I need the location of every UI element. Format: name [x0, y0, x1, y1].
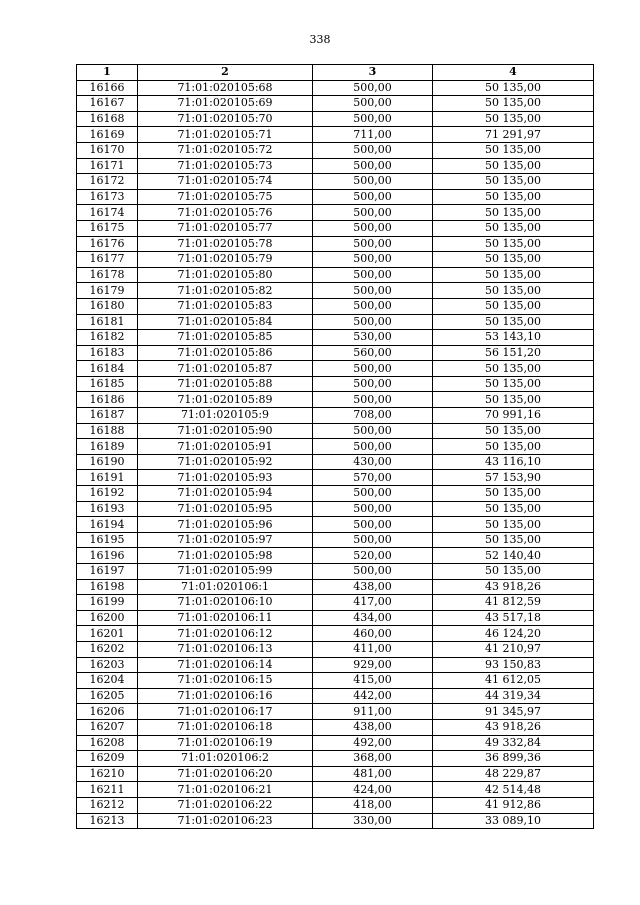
- value-cell: 50 135,00: [433, 361, 594, 377]
- value-cell: 41 812,59: [433, 595, 594, 611]
- table-body: [77, 80, 594, 829]
- cadastral-number-cell: 71:01:020105:90: [138, 423, 313, 439]
- table-row: [77, 142, 594, 158]
- table-row: [77, 252, 594, 268]
- row-number-cell: 16190: [77, 454, 138, 470]
- area-cell: 500,00: [313, 96, 433, 112]
- cadastral-number-cell: 71:01:020105:86: [138, 345, 313, 361]
- table-row: [77, 189, 594, 205]
- table-row: [77, 486, 594, 502]
- column-header-3: 3: [313, 65, 433, 81]
- table-row: [77, 782, 594, 798]
- area-cell: 434,00: [313, 610, 433, 626]
- row-number-cell: 16210: [77, 766, 138, 782]
- area-cell: 500,00: [313, 392, 433, 408]
- cadastral-number-cell: 71:01:020105:82: [138, 283, 313, 299]
- value-cell: 57 153,90: [433, 470, 594, 486]
- row-number-cell: 16169: [77, 127, 138, 143]
- cadastral-number-cell: 71:01:020105:89: [138, 392, 313, 408]
- area-cell: 492,00: [313, 735, 433, 751]
- value-cell: 43 918,26: [433, 719, 594, 735]
- cadastral-number-cell: 71:01:020105:80: [138, 267, 313, 283]
- row-number-cell: 16192: [77, 486, 138, 502]
- area-cell: 418,00: [313, 797, 433, 813]
- value-cell: 43 517,18: [433, 610, 594, 626]
- area-cell: 500,00: [313, 376, 433, 392]
- area-cell: 708,00: [313, 408, 433, 424]
- area-cell: 500,00: [313, 501, 433, 517]
- table-row: [77, 111, 594, 127]
- cadastral-number-cell: 71:01:020106:1: [138, 579, 313, 595]
- area-cell: 500,00: [313, 564, 433, 580]
- table-row: [77, 454, 594, 470]
- area-cell: 330,00: [313, 813, 433, 829]
- row-number-cell: 16213: [77, 813, 138, 829]
- row-number-cell: 16185: [77, 376, 138, 392]
- area-cell: 500,00: [313, 236, 433, 252]
- area-cell: 500,00: [313, 267, 433, 283]
- row-number-cell: 16202: [77, 641, 138, 657]
- cadastral-number-cell: 71:01:020106:14: [138, 657, 313, 673]
- row-number-cell: 16205: [77, 688, 138, 704]
- area-cell: 500,00: [313, 283, 433, 299]
- value-cell: 93 150,83: [433, 657, 594, 673]
- row-number-cell: 16184: [77, 361, 138, 377]
- area-cell: 481,00: [313, 766, 433, 782]
- cadastral-number-cell: 71:01:020106:20: [138, 766, 313, 782]
- cadastral-number-cell: 71:01:020105:74: [138, 174, 313, 190]
- row-number-cell: 16179: [77, 283, 138, 299]
- table-row: [77, 376, 594, 392]
- table-row: [77, 174, 594, 190]
- value-cell: 41 612,05: [433, 673, 594, 689]
- area-cell: 929,00: [313, 657, 433, 673]
- value-cell: 52 140,40: [433, 548, 594, 564]
- cadastral-number-cell: 71:01:020105:72: [138, 142, 313, 158]
- value-cell: 50 135,00: [433, 80, 594, 96]
- value-cell: 50 135,00: [433, 111, 594, 127]
- value-cell: 42 514,48: [433, 782, 594, 798]
- column-header-4: 4: [433, 65, 594, 81]
- row-number-cell: 16191: [77, 470, 138, 486]
- row-number-cell: 16178: [77, 267, 138, 283]
- table-row: [77, 595, 594, 611]
- value-cell: 50 135,00: [433, 392, 594, 408]
- value-cell: 50 135,00: [433, 220, 594, 236]
- cadastral-number-cell: 71:01:020105:87: [138, 361, 313, 377]
- cadastral-number-cell: 71:01:020105:77: [138, 220, 313, 236]
- row-number-cell: 16195: [77, 532, 138, 548]
- cadastral-number-cell: 71:01:020105:79: [138, 252, 313, 268]
- value-cell: 50 135,00: [433, 423, 594, 439]
- cadastral-number-cell: 71:01:020106:23: [138, 813, 313, 829]
- row-number-cell: 16176: [77, 236, 138, 252]
- row-number-cell: 16200: [77, 610, 138, 626]
- table-row: [77, 127, 594, 143]
- area-cell: 500,00: [313, 142, 433, 158]
- row-number-cell: 16188: [77, 423, 138, 439]
- area-cell: 500,00: [313, 517, 433, 533]
- row-number-cell: 16207: [77, 719, 138, 735]
- row-number-cell: 16177: [77, 252, 138, 268]
- cadastral-number-cell: 71:01:020106:22: [138, 797, 313, 813]
- cadastral-number-cell: 71:01:020106:19: [138, 735, 313, 751]
- cadastral-number-cell: 71:01:020106:17: [138, 704, 313, 720]
- area-cell: 368,00: [313, 751, 433, 767]
- value-cell: 36 899,36: [433, 751, 594, 767]
- value-cell: 56 151,20: [433, 345, 594, 361]
- row-number-cell: 16209: [77, 751, 138, 767]
- value-cell: 50 135,00: [433, 189, 594, 205]
- value-cell: 50 135,00: [433, 298, 594, 314]
- value-cell: 50 135,00: [433, 501, 594, 517]
- cadastral-number-cell: 71:01:020106:10: [138, 595, 313, 611]
- cadastral-number-cell: 71:01:020106:15: [138, 673, 313, 689]
- value-cell: 44 319,34: [433, 688, 594, 704]
- row-number-cell: 16189: [77, 439, 138, 455]
- cadastral-number-cell: 71:01:020105:71: [138, 127, 313, 143]
- value-cell: 50 135,00: [433, 564, 594, 580]
- cadastral-number-cell: 71:01:020105:93: [138, 470, 313, 486]
- value-cell: 50 135,00: [433, 205, 594, 221]
- cadastral-number-cell: 71:01:020106:16: [138, 688, 313, 704]
- row-number-cell: 16196: [77, 548, 138, 564]
- area-cell: 500,00: [313, 220, 433, 236]
- row-number-cell: 16175: [77, 220, 138, 236]
- area-cell: 500,00: [313, 189, 433, 205]
- cadastral-number-cell: 71:01:020106:11: [138, 610, 313, 626]
- area-cell: 500,00: [313, 314, 433, 330]
- row-number-cell: 16198: [77, 579, 138, 595]
- cadastral-number-cell: 71:01:020106:18: [138, 719, 313, 735]
- table-row: [77, 657, 594, 673]
- area-cell: 500,00: [313, 111, 433, 127]
- table-row: [77, 564, 594, 580]
- cadastral-number-cell: 71:01:020105:92: [138, 454, 313, 470]
- area-cell: 415,00: [313, 673, 433, 689]
- value-cell: 71 291,97: [433, 127, 594, 143]
- value-cell: 50 135,00: [433, 158, 594, 174]
- row-number-cell: 16173: [77, 189, 138, 205]
- value-cell: 53 143,10: [433, 330, 594, 346]
- table-row: [77, 610, 594, 626]
- area-cell: 411,00: [313, 641, 433, 657]
- value-cell: 33 089,10: [433, 813, 594, 829]
- cadastral-number-cell: 71:01:020105:96: [138, 517, 313, 533]
- table-row: [77, 392, 594, 408]
- table-row: [77, 423, 594, 439]
- cadastral-number-cell: 71:01:020105:88: [138, 376, 313, 392]
- value-cell: 50 135,00: [433, 283, 594, 299]
- value-cell: 43 918,26: [433, 579, 594, 595]
- area-cell: 911,00: [313, 704, 433, 720]
- value-cell: 50 135,00: [433, 314, 594, 330]
- cadastral-number-cell: 71:01:020105:91: [138, 439, 313, 455]
- row-number-cell: 16203: [77, 657, 138, 673]
- value-cell: 49 332,84: [433, 735, 594, 751]
- area-cell: 500,00: [313, 80, 433, 96]
- cadastral-number-cell: 71:01:020105:83: [138, 298, 313, 314]
- table-row: [77, 626, 594, 642]
- cadastral-number-cell: 71:01:020105:73: [138, 158, 313, 174]
- area-cell: 500,00: [313, 486, 433, 502]
- cadastral-number-cell: 71:01:020105:84: [138, 314, 313, 330]
- cadastral-number-cell: 71:01:020105:95: [138, 501, 313, 517]
- table-row: [77, 408, 594, 424]
- row-number-cell: 16186: [77, 392, 138, 408]
- row-number-cell: 16194: [77, 517, 138, 533]
- area-cell: 500,00: [313, 361, 433, 377]
- value-cell: 43 116,10: [433, 454, 594, 470]
- area-cell: 500,00: [313, 158, 433, 174]
- area-cell: 500,00: [313, 439, 433, 455]
- area-cell: 500,00: [313, 252, 433, 268]
- table-row: [77, 96, 594, 112]
- value-cell: 50 135,00: [433, 517, 594, 533]
- row-number-cell: 16182: [77, 330, 138, 346]
- area-cell: 500,00: [313, 423, 433, 439]
- value-cell: 46 124,20: [433, 626, 594, 642]
- table-row: [77, 704, 594, 720]
- cadastral-number-cell: 71:01:020105:98: [138, 548, 313, 564]
- cadastral-number-cell: 71:01:020105:78: [138, 236, 313, 252]
- row-number-cell: 16204: [77, 673, 138, 689]
- value-cell: 70 991,16: [433, 408, 594, 424]
- area-cell: 430,00: [313, 454, 433, 470]
- table-row: [77, 361, 594, 377]
- table-row: [77, 298, 594, 314]
- cadastral-number-cell: 71:01:020105:68: [138, 80, 313, 96]
- area-cell: 570,00: [313, 470, 433, 486]
- table-row: [77, 641, 594, 657]
- row-number-cell: 16172: [77, 174, 138, 190]
- area-cell: 438,00: [313, 719, 433, 735]
- table-row: [77, 314, 594, 330]
- table-row: [77, 548, 594, 564]
- cadastral-number-cell: 71:01:020106:12: [138, 626, 313, 642]
- table-row: [77, 80, 594, 96]
- table-row: [77, 236, 594, 252]
- row-number-cell: 16201: [77, 626, 138, 642]
- area-cell: 500,00: [313, 205, 433, 221]
- table-row: [77, 719, 594, 735]
- row-number-cell: 16181: [77, 314, 138, 330]
- table-row: [77, 813, 594, 829]
- area-cell: 500,00: [313, 174, 433, 190]
- table-row: [77, 330, 594, 346]
- table-row: [77, 579, 594, 595]
- column-header-2: 2: [138, 65, 313, 81]
- row-number-cell: 16208: [77, 735, 138, 751]
- column-header-1: 1: [77, 65, 138, 81]
- table-row: [77, 517, 594, 533]
- cadastral-number-cell: 71:01:020105:9: [138, 408, 313, 424]
- cadastral-number-cell: 71:01:020105:76: [138, 205, 313, 221]
- data-table: [76, 64, 594, 829]
- value-cell: 91 345,97: [433, 704, 594, 720]
- value-cell: 41 210,97: [433, 641, 594, 657]
- value-cell: 50 135,00: [433, 174, 594, 190]
- row-number-cell: 16212: [77, 797, 138, 813]
- area-cell: 500,00: [313, 298, 433, 314]
- row-number-cell: 16206: [77, 704, 138, 720]
- table-row: [77, 751, 594, 767]
- cadastral-number-cell: 71:01:020105:94: [138, 486, 313, 502]
- area-cell: 424,00: [313, 782, 433, 798]
- cadastral-number-cell: 71:01:020106:13: [138, 641, 313, 657]
- row-number-cell: 16174: [77, 205, 138, 221]
- area-cell: 500,00: [313, 532, 433, 548]
- area-cell: 530,00: [313, 330, 433, 346]
- table-row: [77, 735, 594, 751]
- table-row: [77, 688, 594, 704]
- cadastral-number-cell: 71:01:020105:99: [138, 564, 313, 580]
- table-row: [77, 267, 594, 283]
- area-cell: 442,00: [313, 688, 433, 704]
- table-row: [77, 797, 594, 813]
- value-cell: 50 135,00: [433, 376, 594, 392]
- table-header-row: [77, 65, 594, 81]
- table-row: [77, 345, 594, 361]
- value-cell: 50 135,00: [433, 267, 594, 283]
- row-number-cell: 16183: [77, 345, 138, 361]
- value-cell: 50 135,00: [433, 236, 594, 252]
- table-row: [77, 220, 594, 236]
- area-cell: 560,00: [313, 345, 433, 361]
- area-cell: 460,00: [313, 626, 433, 642]
- area-cell: 711,00: [313, 127, 433, 143]
- table-row: [77, 673, 594, 689]
- value-cell: 41 912,86: [433, 797, 594, 813]
- cadastral-number-cell: 71:01:020105:69: [138, 96, 313, 112]
- table-row: [77, 158, 594, 174]
- row-number-cell: 16187: [77, 408, 138, 424]
- value-cell: 50 135,00: [433, 142, 594, 158]
- cadastral-number-cell: 71:01:020105:75: [138, 189, 313, 205]
- value-cell: 48 229,87: [433, 766, 594, 782]
- cadastral-number-cell: 71:01:020105:70: [138, 111, 313, 127]
- table-row: [77, 766, 594, 782]
- cadastral-number-cell: 71:01:020105:85: [138, 330, 313, 346]
- row-number-cell: 16180: [77, 298, 138, 314]
- cadastral-number-cell: 71:01:020106:2: [138, 751, 313, 767]
- row-number-cell: 16167: [77, 96, 138, 112]
- row-number-cell: 16170: [77, 142, 138, 158]
- row-number-cell: 16171: [77, 158, 138, 174]
- value-cell: 50 135,00: [433, 96, 594, 112]
- area-cell: 520,00: [313, 548, 433, 564]
- cadastral-number-cell: 71:01:020106:21: [138, 782, 313, 798]
- table-row: [77, 439, 594, 455]
- row-number-cell: 16197: [77, 564, 138, 580]
- row-number-cell: 16193: [77, 501, 138, 517]
- table-row: [77, 205, 594, 221]
- table-row: [77, 501, 594, 517]
- value-cell: 50 135,00: [433, 532, 594, 548]
- page-number: 338: [309, 33, 331, 46]
- table-row: [77, 470, 594, 486]
- row-number-cell: 16199: [77, 595, 138, 611]
- cadastral-number-cell: 71:01:020105:97: [138, 532, 313, 548]
- table-row: [77, 532, 594, 548]
- value-cell: 50 135,00: [433, 486, 594, 502]
- area-cell: 438,00: [313, 579, 433, 595]
- value-cell: 50 135,00: [433, 252, 594, 268]
- row-number-cell: 16166: [77, 80, 138, 96]
- value-cell: 50 135,00: [433, 439, 594, 455]
- row-number-cell: 16168: [77, 111, 138, 127]
- row-number-cell: 16211: [77, 782, 138, 798]
- table-row: [77, 283, 594, 299]
- area-cell: 417,00: [313, 595, 433, 611]
